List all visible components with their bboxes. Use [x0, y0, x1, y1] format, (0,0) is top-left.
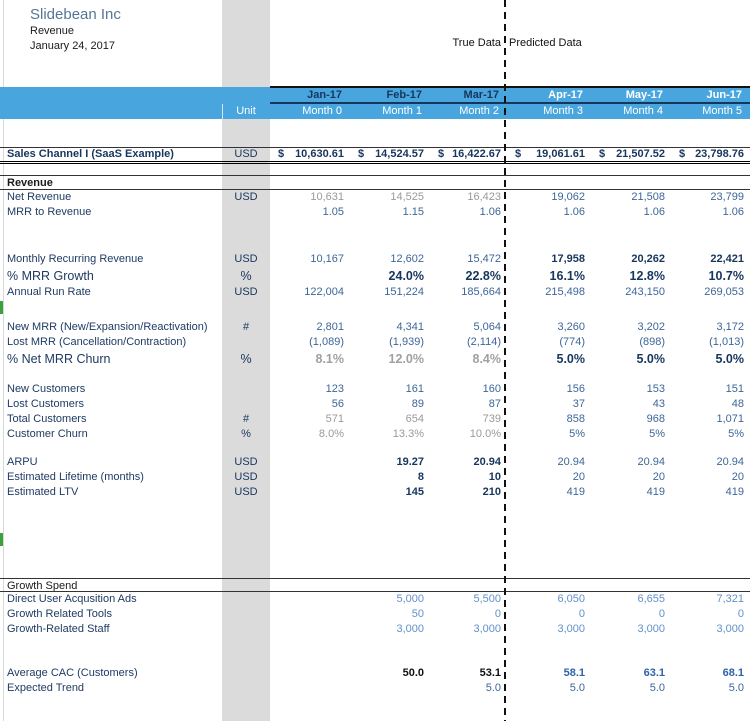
- value-cell[interactable]: 53.1: [479, 667, 501, 679]
- currency-symbol: $: [358, 148, 365, 160]
- unit-cell[interactable]: USD: [234, 191, 258, 203]
- green-row-marker: [0, 533, 3, 546]
- value-cell[interactable]: 20: [572, 471, 585, 483]
- value-cell[interactable]: 10,631: [310, 191, 344, 203]
- value-cell[interactable]: 20.94: [637, 456, 665, 468]
- value-cell[interactable]: 5.0%: [556, 352, 585, 366]
- value-cell[interactable]: 13.3%: [392, 428, 424, 440]
- value-cell[interactable]: 6,655: [637, 593, 665, 605]
- value-cell[interactable]: 19,062: [551, 191, 585, 203]
- data-row: [0, 427, 750, 442]
- data-row: [0, 455, 750, 470]
- month-header-cell[interactable]: Jan-17: [307, 89, 342, 101]
- value-cell[interactable]: 5.0%: [715, 352, 744, 366]
- value-cell[interactable]: 10,167: [310, 253, 344, 265]
- unit-cell[interactable]: [222, 592, 270, 607]
- value-cell[interactable]: 7,321: [716, 593, 744, 605]
- value-cell[interactable]: 3,202: [637, 321, 665, 333]
- value-cell[interactable]: 8.0%: [318, 428, 344, 440]
- sheet-date: January 24, 2017: [30, 40, 116, 52]
- value-cell[interactable]: 160: [482, 383, 501, 395]
- data-row: [0, 607, 750, 622]
- value-cell[interactable]: [430, 148, 507, 161]
- data-row: [0, 382, 750, 397]
- data-row: [0, 267, 750, 285]
- value-cell[interactable]: 3,000: [637, 623, 665, 635]
- row-label[interactable]: Direct User Acqusition Ads: [7, 593, 137, 605]
- value-cell[interactable]: 56: [331, 398, 344, 410]
- value-cell[interactable]: 5,064: [473, 321, 501, 333]
- unit-cell[interactable]: %: [240, 352, 252, 366]
- data-row: [0, 252, 750, 267]
- value-cell[interactable]: 10.7%: [708, 269, 744, 283]
- value-cell[interactable]: 12.8%: [629, 269, 665, 283]
- title-block: [30, 6, 121, 53]
- data-row: [0, 190, 750, 205]
- value-cell[interactable]: 151,224: [384, 286, 424, 298]
- value-cell[interactable]: 8: [417, 471, 424, 483]
- unit-cell[interactable]: [222, 622, 270, 637]
- value-cell[interactable]: [270, 470, 350, 485]
- value-cell[interactable]: [270, 666, 350, 681]
- value-cell[interactable]: 571: [325, 413, 344, 425]
- unit-header[interactable]: Unit: [236, 105, 256, 117]
- value-cell[interactable]: (1,089): [309, 336, 344, 348]
- unit-cell[interactable]: USD: [234, 253, 258, 265]
- month-header-cell[interactable]: Mar-17: [463, 89, 499, 101]
- data-row: [0, 470, 750, 485]
- unit-cell[interactable]: %: [240, 269, 252, 283]
- section-row: [0, 578, 750, 592]
- unit-cell[interactable]: [222, 607, 270, 622]
- row-label[interactable]: New Customers: [7, 383, 86, 395]
- value-cell[interactable]: 145: [405, 486, 424, 498]
- value-cell[interactable]: 20: [731, 471, 744, 483]
- value-cell[interactable]: 156: [566, 383, 585, 395]
- value-cell[interactable]: 3,260: [557, 321, 585, 333]
- value-cell[interactable]: 19.27: [396, 456, 424, 468]
- value-cell[interactable]: 5,500: [473, 593, 501, 605]
- value-cell[interactable]: 151: [725, 383, 744, 395]
- data-row: [0, 592, 750, 607]
- value-cell[interactable]: [591, 148, 671, 161]
- value-cell[interactable]: 50: [411, 608, 424, 620]
- value-cell[interactable]: 3,000: [396, 623, 424, 635]
- row-label[interactable]: Lost Customers: [7, 398, 85, 410]
- value-cell[interactable]: 16.1%: [549, 269, 585, 283]
- value-cell[interactable]: 5%: [649, 428, 665, 440]
- currency-value: 16,422.67: [452, 148, 501, 160]
- row-label[interactable]: Monthly Recurring Revenue: [7, 253, 144, 265]
- value-cell[interactable]: 10: [488, 471, 501, 483]
- green-row-marker: [0, 301, 3, 314]
- value-cell[interactable]: 739: [482, 413, 501, 425]
- value-cell[interactable]: 20: [652, 471, 665, 483]
- value-cell[interactable]: 16,423: [467, 191, 501, 203]
- value-cell[interactable]: [270, 455, 350, 470]
- value-cell[interactable]: [270, 267, 350, 285]
- currency-symbol: $: [515, 148, 522, 160]
- row-label[interactable]: New MRR (New/Expansion/Reactivation): [7, 321, 208, 333]
- data-row: [0, 681, 750, 696]
- value-cell[interactable]: 20.94: [557, 456, 585, 468]
- value-cell[interactable]: 14,525: [390, 191, 424, 203]
- currency-value: 19,061.61: [536, 148, 585, 160]
- value-cell[interactable]: 23,799: [710, 191, 744, 203]
- row-label[interactable]: Growth Related Tools: [7, 608, 112, 620]
- currency-value: 23,798.76: [695, 148, 744, 160]
- value-cell[interactable]: 12,602: [390, 253, 424, 265]
- value-cell[interactable]: (898): [639, 336, 665, 348]
- value-cell[interactable]: 21,508: [631, 191, 665, 203]
- value-cell[interactable]: 0: [658, 608, 665, 620]
- value-cell[interactable]: 123: [325, 383, 344, 395]
- month-header-cell[interactable]: Apr-17: [548, 89, 583, 101]
- month-header-cell[interactable]: Feb-17: [386, 89, 422, 101]
- value-cell[interactable]: 858: [566, 413, 585, 425]
- value-cell[interactable]: 68.1: [722, 667, 744, 679]
- row-label[interactable]: MRR to Revenue: [7, 206, 92, 218]
- value-cell[interactable]: 0: [578, 608, 585, 620]
- value-cell[interactable]: 1.06: [722, 206, 744, 218]
- value-cell[interactable]: 5%: [569, 428, 585, 440]
- month-number-cell[interactable]: Month 0: [302, 105, 342, 117]
- value-cell[interactable]: 50.0: [402, 667, 424, 679]
- data-row: [0, 205, 750, 220]
- value-cell[interactable]: (1,013): [709, 336, 744, 348]
- value-cell[interactable]: 210: [482, 486, 501, 498]
- data-row: [0, 147, 750, 164]
- value-cell[interactable]: 22,421: [710, 253, 744, 265]
- value-cell[interactable]: 3,000: [716, 623, 744, 635]
- data-row: [0, 335, 750, 350]
- value-cell[interactable]: [270, 485, 350, 500]
- value-cell[interactable]: 1,071: [716, 413, 744, 425]
- unit-cell[interactable]: [222, 666, 270, 681]
- unit-cell[interactable]: USD: [234, 456, 258, 468]
- value-cell[interactable]: 5%: [728, 428, 744, 440]
- month-number-cell[interactable]: Month 1: [382, 105, 422, 117]
- value-cell[interactable]: 419: [725, 486, 744, 498]
- currency-symbol: $: [438, 148, 445, 160]
- value-cell[interactable]: [270, 148, 350, 161]
- value-cell[interactable]: 654: [405, 413, 424, 425]
- value-cell[interactable]: (2,114): [466, 336, 501, 348]
- row-label[interactable]: Sales Channel I (SaaS Example): [7, 148, 174, 160]
- value-cell[interactable]: [350, 148, 430, 161]
- value-cell[interactable]: 185,664: [461, 286, 501, 298]
- value-cell[interactable]: 161: [405, 383, 424, 395]
- value-cell[interactable]: [507, 148, 591, 161]
- row-label[interactable]: Lost MRR (Cancellation/Contraction): [7, 336, 187, 348]
- currency-value: 10,630.61: [295, 148, 344, 160]
- data-row: [0, 666, 750, 681]
- value-cell[interactable]: 5.0: [728, 682, 744, 694]
- value-cell[interactable]: (1,939): [389, 336, 424, 348]
- value-cell[interactable]: [350, 681, 430, 696]
- unit-cell[interactable]: USD: [234, 286, 258, 298]
- currency-value: 14,524.57: [375, 148, 424, 160]
- value-cell[interactable]: 3,000: [473, 623, 501, 635]
- value-cell[interactable]: [270, 607, 350, 622]
- month-header-cell[interactable]: Jun-17: [706, 89, 742, 101]
- unit-cell[interactable]: #: [242, 321, 250, 333]
- value-cell[interactable]: 215,498: [545, 286, 585, 298]
- currency-symbol: $: [599, 148, 606, 160]
- value-cell[interactable]: 37: [572, 398, 585, 410]
- value-cell[interactable]: 5.0: [649, 682, 665, 694]
- row-label[interactable]: % MRR Growth: [7, 269, 94, 283]
- true-data-label: True Data: [452, 37, 501, 49]
- value-cell[interactable]: 1.06: [563, 206, 585, 218]
- value-cell[interactable]: 58.1: [563, 667, 585, 679]
- value-cell[interactable]: 1.15: [402, 206, 424, 218]
- value-cell[interactable]: 20,262: [631, 253, 665, 265]
- value-cell[interactable]: 5,000: [396, 593, 424, 605]
- month-header-cell[interactable]: May-17: [625, 89, 663, 101]
- value-cell[interactable]: 22.8%: [465, 269, 501, 283]
- value-cell[interactable]: 0: [494, 608, 501, 620]
- row-label[interactable]: ARPU: [7, 456, 38, 468]
- data-row: [0, 320, 750, 335]
- row-label[interactable]: Net Revenue: [7, 191, 72, 203]
- value-cell[interactable]: 1.05: [322, 206, 344, 218]
- value-cell[interactable]: 8.4%: [472, 352, 501, 366]
- month-number-header-row: [270, 104, 750, 119]
- data-row: [0, 285, 750, 300]
- unit-cell[interactable]: #: [242, 413, 250, 425]
- value-cell[interactable]: 20.94: [716, 456, 744, 468]
- value-cell[interactable]: 419: [646, 486, 665, 498]
- value-cell[interactable]: 12.0%: [388, 352, 424, 366]
- value-cell[interactable]: 5.0%: [636, 352, 665, 366]
- month-number-cell[interactable]: Month 2: [459, 105, 499, 117]
- row-label[interactable]: Growth Spend: [7, 580, 78, 591]
- company-title: Slidebean Inc: [30, 6, 121, 23]
- data-row: [0, 485, 750, 500]
- unit-cell[interactable]: [222, 681, 270, 696]
- section-row: [0, 175, 750, 190]
- value-cell[interactable]: 17,958: [551, 253, 585, 265]
- row-label[interactable]: Revenue: [7, 177, 53, 189]
- value-cell[interactable]: 1.06: [479, 206, 501, 218]
- value-cell[interactable]: 122,004: [304, 286, 344, 298]
- data-row: [0, 350, 750, 368]
- unit-cell[interactable]: USD: [234, 148, 258, 160]
- value-cell[interactable]: 24.0%: [388, 269, 424, 283]
- value-cell[interactable]: 89: [411, 398, 424, 410]
- row-label[interactable]: Total Customers: [7, 413, 87, 425]
- row-label[interactable]: Average CAC (Customers): [7, 667, 138, 679]
- value-cell[interactable]: 43: [652, 398, 665, 410]
- predicted-data-label: Predicted Data: [509, 37, 582, 49]
- row-label[interactable]: Growth-Related Staff: [7, 623, 110, 635]
- value-cell[interactable]: 20.94: [473, 456, 501, 468]
- predicted-divider-dashed-line: [504, 0, 506, 721]
- currency-value: 21,507.52: [616, 148, 665, 160]
- value-cell[interactable]: [270, 622, 350, 637]
- data-row: [0, 397, 750, 412]
- unit-cell[interactable]: USD: [234, 471, 258, 483]
- row-label[interactable]: Customer Churn: [7, 428, 88, 440]
- unit-cell[interactable]: %: [241, 428, 251, 440]
- currency-symbol: $: [278, 148, 285, 160]
- sheet-title: Revenue: [30, 25, 75, 37]
- value-cell[interactable]: 10.0%: [469, 428, 501, 440]
- data-row: [0, 412, 750, 427]
- value-cell[interactable]: 1.06: [643, 206, 665, 218]
- value-cell[interactable]: 87: [488, 398, 501, 410]
- month-number-cell[interactable]: Month 3: [543, 105, 583, 117]
- unit-cell[interactable]: [222, 335, 270, 350]
- unit-cell[interactable]: [222, 205, 270, 220]
- month-number-cell[interactable]: Month 4: [623, 105, 663, 117]
- value-cell[interactable]: 3,000: [557, 623, 585, 635]
- value-cell[interactable]: 4,341: [396, 321, 424, 333]
- currency-symbol: $: [679, 148, 686, 160]
- row-label[interactable]: Expected Trend: [7, 682, 85, 694]
- unit-cell[interactable]: [222, 397, 270, 412]
- value-cell[interactable]: 5.0: [569, 682, 585, 694]
- month-number-cell[interactable]: Month 5: [702, 105, 742, 117]
- value-cell[interactable]: 15,472: [467, 253, 501, 265]
- value-cell[interactable]: 0: [737, 608, 744, 620]
- month-date-header-row: [270, 88, 750, 102]
- value-cell[interactable]: 243,150: [625, 286, 665, 298]
- value-cell[interactable]: 419: [566, 486, 585, 498]
- value-cell[interactable]: [671, 148, 750, 161]
- value-cell[interactable]: 269,053: [704, 286, 744, 298]
- unit-cell[interactable]: USD: [234, 486, 258, 498]
- value-cell[interactable]: 2,801: [316, 321, 344, 333]
- unit-cell[interactable]: [222, 382, 270, 397]
- value-cell[interactable]: 48: [731, 398, 744, 410]
- row-label[interactable]: % Net MRR Churn: [7, 352, 111, 366]
- row-label[interactable]: Annual Run Rate: [7, 286, 91, 298]
- value-cell[interactable]: 5.0: [485, 682, 501, 694]
- value-cell[interactable]: [270, 592, 350, 607]
- value-cell[interactable]: 968: [646, 413, 665, 425]
- row-label[interactable]: Estimated Lifetime (months): [7, 471, 144, 483]
- value-cell[interactable]: 3,172: [716, 321, 744, 333]
- value-cell[interactable]: [270, 681, 350, 696]
- row-label[interactable]: Estimated LTV: [7, 486, 79, 498]
- value-cell[interactable]: (774): [559, 336, 585, 348]
- value-cell[interactable]: 6,050: [557, 593, 585, 605]
- value-cell[interactable]: 63.1: [643, 667, 665, 679]
- value-cell[interactable]: 8.1%: [315, 352, 344, 366]
- data-row: [0, 622, 750, 637]
- value-cell[interactable]: 153: [646, 383, 665, 395]
